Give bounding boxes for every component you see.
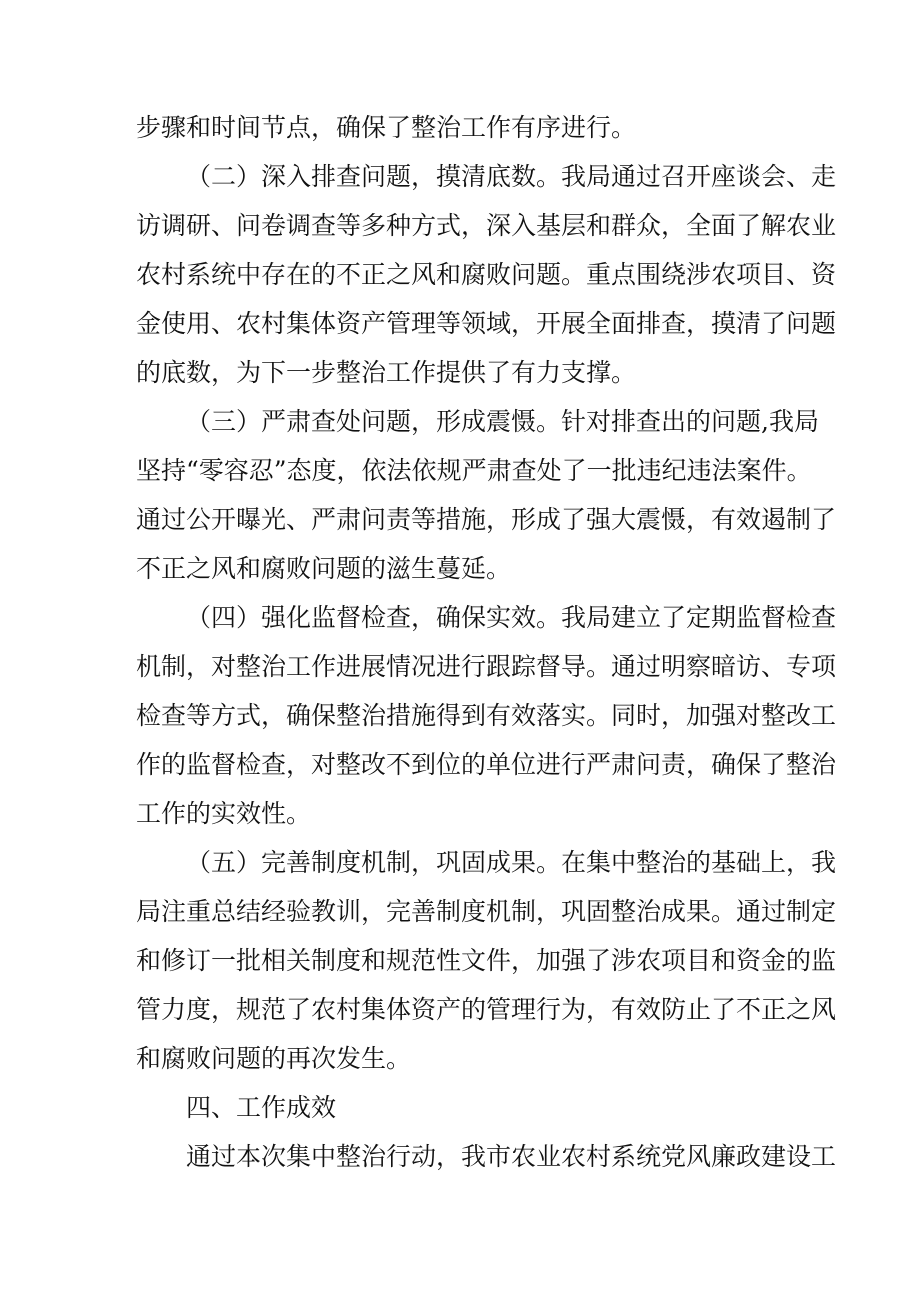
section-heading: 四、工作成效	[186, 1093, 337, 1122]
text-line: 通过公开曝光、严肃问责等措施，形成了强大震慑，有效遏制了	[136, 505, 837, 534]
text-line: 的底数，为下一步整治工作提供了有力支撑。	[136, 358, 637, 387]
text-line: 金使用、农村集体资产管理等领域，开展全面排查，摸清了问题	[136, 309, 837, 338]
paragraph-heading-3: （三）严肃查处问题，形成震慑。针对排查出的问题,我局	[186, 407, 819, 436]
paragraph-heading-4: （四）强化监督检查，确保实效。我局建立了定期监督检查	[186, 603, 837, 632]
text-line: 通过本次集中整治行动，我市农业农村系统党风廉政建设工	[186, 1142, 837, 1171]
text-line: 管力度，规范了农村集体资产的管理行为，有效防止了不正之风	[136, 995, 837, 1024]
text-line: 作的监督检查，对整改不到位的单位进行严肃问责，确保了整治	[136, 750, 837, 779]
text-line: 工作的实效性。	[136, 799, 312, 828]
text-line: 农村系统中存在的不正之风和腐败问题。重点围绕涉农项目、资	[136, 260, 837, 289]
text-line: 检查等方式，确保整治措施得到有效落实。同时，加强对整改工	[136, 701, 837, 730]
text-line: 步骤和时间节点，确保了整治工作有序进行。	[136, 113, 637, 142]
text-line: 访调研、问卷调查等多种方式，深入基层和群众，全面了解农业	[136, 211, 837, 240]
text-line: 局注重总结经验教训，完善制度机制，巩固整治成果。通过制定	[136, 897, 837, 926]
text-line: 和修订一批相关制度和规范性文件，加强了涉农项目和资金的监	[136, 946, 837, 975]
paragraph-heading-2: （二）深入排查问题，摸清底数。我局通过召开座谈会、走	[186, 162, 837, 191]
text-line: 不正之风和腐败问题的滋生蔓延。	[136, 554, 512, 583]
text-line: 机制，对整治工作进展情况进行跟踪督导。通过明察暗访、专项	[136, 652, 837, 681]
text-line: 坚持“零容忍”态度，依法依规严肃查处了一批违纪违法案件。	[136, 456, 812, 485]
paragraph-heading-5: （五）完善制度机制，巩固成果。在集中整治的基础上，我	[186, 848, 837, 877]
text-line: 和腐败问题的再次发生。	[136, 1044, 412, 1073]
